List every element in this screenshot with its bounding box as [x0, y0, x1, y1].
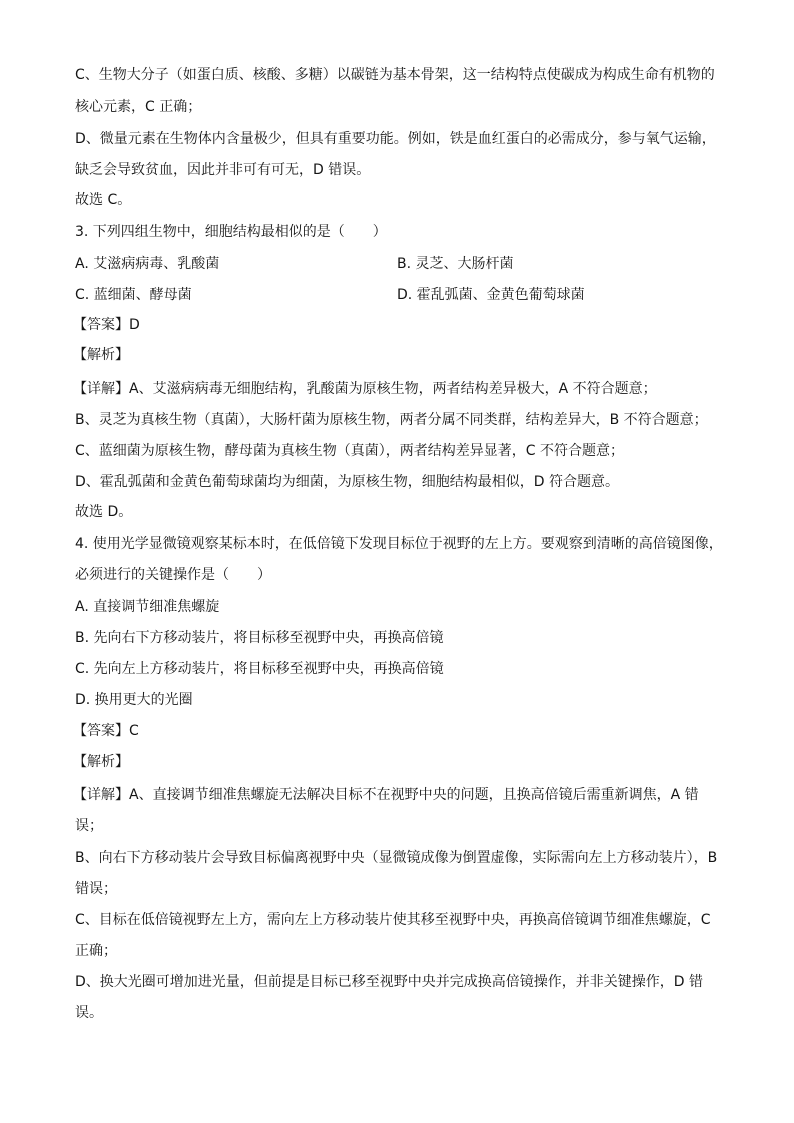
q3-analysis-heading: 【解析】 [73, 347, 129, 363]
q4-detail-line: 误； [75, 818, 103, 834]
q2-explanation-line: C、生物大分子（如蛋白质、核酸、多糖）以碳链为基本骨架，这一结构特点使碳成为构成生命有机物的 [75, 67, 715, 83]
q4-analysis-heading: 【解析】 [73, 754, 129, 770]
q4-detail-line: C、目标在低倍镜视野左上方，需向左上方移动装片使其移至视野中央，再换高倍镜调节细准焦螺旋，C [75, 912, 711, 928]
q2-explanation-line: D、微量元素在生物体内含量极少，但具有重要功能。例如，铁是血红蛋白的必需成分，参与氧气运输， [75, 131, 716, 147]
q4-detail-line: 错误； [75, 881, 117, 897]
q4-option-c: C. 先向左上方移动装片，将目标移至视野中央，再换高倍镜 [75, 661, 444, 677]
q4-detail-line: 【详解】A、直接调节细准焦螺旋无法解决目标不在视野中央的问题，且换高倍镜后需重新调焦，A 错 [73, 787, 699, 803]
q3-detail-line: B、灵芝为真核生物（真菌），大肠杆菌为原核生物，两者分属不同类群，结构差异大，B 不符合题意； [75, 412, 708, 428]
q3-option-c: C. 蓝细菌、酵母菌 [75, 287, 192, 303]
q3-option-a: A. 艾滋病病毒、乳酸菌 [75, 256, 220, 272]
q3-detail-line: C、蓝细菌为原核生物，酵母菌为真核生物（真菌），两者结构差异显著，C 不符合题意； [75, 443, 624, 459]
q4-detail-line: 误。 [75, 1005, 103, 1021]
q2-explanation-line: 缺乏会导致贫血，因此并非可有可无，D 错误。 [75, 162, 371, 178]
q4-option-a: A. 直接调节细准焦螺旋 [75, 599, 220, 615]
q4-option-d: D. 换用更大的光圈 [75, 692, 193, 708]
q4-option-b: B. 先向右下方移动装片，将目标移至视野中央，再换高倍镜 [75, 630, 444, 646]
q4-detail-line: D、换大光圈可增加进光量，但前提是目标已移至视野中央并完成换高倍镜操作，并非关键操作，D 错 [75, 974, 704, 990]
q3-conclusion: 故选 D。 [75, 504, 133, 520]
q3-detail-line: 【详解】A、艾滋病病毒无细胞结构，乳酸菌为原核生物，两者结构差异极大，A 不符合题意； [73, 381, 657, 397]
q2-conclusion: 故选 C。 [75, 192, 132, 208]
q3-option-d: D. 霍乱弧菌、金黄色葡萄球菌 [397, 287, 585, 303]
q3-detail-line: D、霍乱弧菌和金黄色葡萄球菌均为细菌，为原核生物，细胞结构最相似，D 符合题意。 [75, 474, 620, 490]
q3-stem: 3. 下列四组生物中，细胞结构最相似的是（ ） [75, 224, 387, 240]
q4-answer: 【答案】C [73, 723, 139, 739]
q3-option-b: B. 灵芝、大肠杆菌 [397, 256, 514, 272]
q4-detail-line: B、向右下方移动装片会导致目标偏离视野中央（显微镜成像为倒置虚像，实际需向左上方移动装片），B [75, 850, 718, 866]
q4-detail-line: 正确； [75, 943, 117, 959]
q4-stem: 4. 使用光学显微镜观察某标本时，在低倍镜下发现目标位于视野的左上方。要观察到清晰的高倍镜图像， [75, 536, 723, 552]
q2-explanation-line: 核心元素，C 正确； [75, 99, 202, 115]
q4-stem: 必须进行的关键操作是（ ） [75, 567, 271, 583]
q3-answer: 【答案】D [73, 317, 140, 333]
